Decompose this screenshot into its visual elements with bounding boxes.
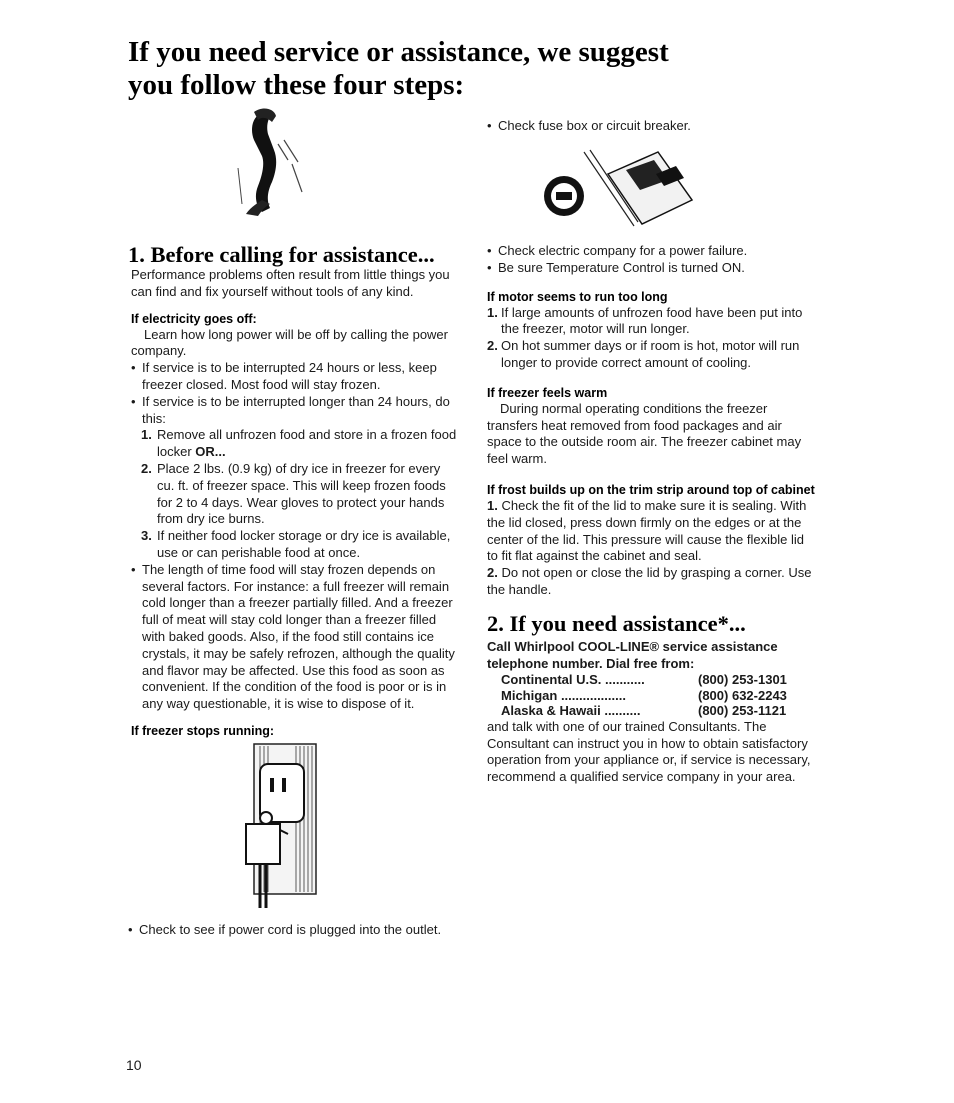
electricity-bullet-2: • If service is to be interrupted longer than 24 hours, do this: (131, 394, 461, 428)
power-failure-bullet: • Check electric company for a power failure. (487, 243, 815, 260)
phone-number: (800) 253-1301 (698, 672, 787, 688)
frost-heading: If frost builds up on the trim strip around top of cabinet (487, 482, 815, 497)
electricity-step-3 (131, 528, 461, 562)
page-number: 10 (126, 1057, 142, 1073)
step-number: 3. (141, 528, 152, 544)
item-number: 1. (487, 304, 498, 320)
stops-running-heading: If freezer stops running: (131, 723, 275, 738)
electricity-bullet-1: • If service is to be interrupted 24 hours or less, keep freezer closed. Most food will stay frozen. (131, 360, 461, 394)
phone-row-continental (487, 672, 815, 688)
electricity-step-1 (131, 427, 461, 461)
motor-item-2 (487, 338, 815, 372)
phone-row-michigan (487, 688, 815, 704)
plug-check-bullet: • Check to see if power cord is plugged into the outlet. (128, 922, 467, 939)
phone-region: Alaska & Hawaii .......... (501, 703, 641, 719)
item-number: 1. (487, 497, 498, 513)
step-number: 1. (141, 427, 152, 443)
section-1-title: 1. Before calling for assistance... (128, 242, 435, 267)
feels-warm-text: During normal operating conditions the freezer transfers heat removed from food packages and air space to the outside room air. The freezer cabinet may feel warm. (487, 400, 802, 467)
phone-number: (800) 632-2243 (698, 687, 787, 703)
frost-item-1 (487, 498, 815, 565)
headline-line-2: you follow these four steps: (128, 69, 465, 101)
step-text: Place 2 lbs. (0.9 kg) of dry ice in freezer for every cu. ft. of freezer space. This will keep frozen foods for 2 to 4 days. Wear gloves to protect your hands from dry ice burns. (157, 460, 446, 527)
left-column (131, 267, 461, 739)
outlet-plug-illustration (240, 740, 320, 910)
item-text: Check the fit of the lid to make sure it is sealing. With the lid closed, press down firmly on the edges or at the center of the lid. This pressure will cause the flexible lid to fit flat against the cabinet and seal. (487, 497, 807, 564)
electricity-text: Learn how long power will be off by calling the power company. (131, 326, 448, 359)
electricity-bullet-3: • The length of time food will stay frozen depends on several factors. For instance: a full freezer will remain cold longer than a freezer partially filled. And a freezer full of meat will stay cold longer than a freezer filled with baked goods. Also, if the food still contains ice crystals, it may be safely refrozen, although the quality and flavor may be affected. Use this food as soon as convenient. If the condition of the food is poor or is in any way questionable, it is wise to dispose of it. (131, 562, 461, 713)
fuse-check-bullet: • Check fuse box or circuit breaker. (487, 118, 828, 135)
electricity-heading: If electricity goes off: (131, 311, 257, 326)
step-text: Remove all unfrozen food and store in a frozen food locker (157, 427, 457, 460)
item-text: Do not open or close the lid by grasping a corner. Use the handle. (487, 565, 812, 597)
feels-warm-heading: If freezer feels warm (487, 385, 608, 400)
electricity-step-2 (131, 461, 461, 528)
section-2-title: 2. If you need assistance*... (487, 610, 746, 636)
motor-heading: If motor seems to run too long (487, 289, 668, 304)
motor-item-1 (487, 305, 815, 339)
phone-region: Michigan .................. (501, 687, 626, 703)
page-headline (128, 36, 768, 102)
item-text: If large amounts of unfrozen food have been put into the freezer, motor will run longer. (501, 304, 803, 337)
item-number: 2. (487, 565, 498, 581)
step-or: OR... (195, 444, 226, 460)
phone-row-alaska-hawaii (487, 703, 815, 719)
item-text: On hot summer days or if room is hot, motor will run longer to provide correct amount of cooling. (501, 338, 800, 370)
phone-region: Continental U.S. ........... (501, 672, 645, 688)
telephone-receiver-illustration (232, 104, 312, 216)
temperature-control-bullet: • Be sure Temperature Control is turned ON. (487, 260, 815, 277)
section-2-lead: Call Whirlpool COOL-LINE® service assistance telephone number. Dial free from: (487, 638, 778, 671)
phone-number: (800) 253-1121 (698, 703, 787, 719)
headline-line-1: If you need service or assistance, we suggest (128, 36, 669, 68)
frost-item-2 (487, 565, 815, 599)
right-column (487, 243, 815, 786)
section-1-intro: Performance problems often result from little things you can find and fix yourself without tools of any kind. (131, 267, 450, 299)
section-2-text: and talk with one of our trained Consultants. The Consultant can instruct you in how to obtain satisfactory operation from your appliance or, if service is necessary, recommend a qualified service company in your area. (487, 718, 811, 785)
step-text: If neither food locker storage or dry ice is available, use or can perishable food at once. (157, 528, 451, 560)
fuse-and-breaker-illustration (538, 146, 698, 236)
item-number: 2. (487, 338, 498, 354)
step-number: 2. (141, 460, 152, 476)
